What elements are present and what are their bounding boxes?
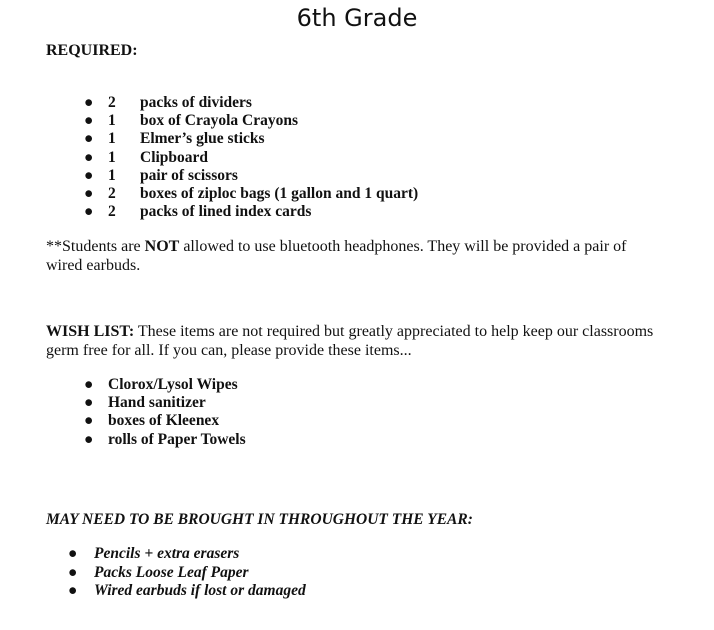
item-text: Wired earbuds if lost or damaged: [94, 582, 306, 599]
wish-list: [84, 376, 246, 449]
item-quantity: 1: [108, 130, 116, 148]
item-text: Clorox/Lysol Wipes: [108, 376, 238, 393]
may-need-heading: MAY NEED TO BE BROUGHT IN THROUGHOUT THE YEAR:: [46, 511, 473, 528]
note-rest: allowed to use bluetooth headphones. They will be provided a pair of wired earbuds.: [46, 238, 627, 274]
list-item: [68, 545, 306, 564]
note-emphasis: NOT: [144, 238, 180, 255]
list-item: [84, 412, 246, 430]
item-text: box of Crayola Crayons: [140, 112, 299, 130]
list-item: [84, 376, 246, 394]
item-text: packs of lined index cards: [140, 203, 312, 221]
item-quantity: 2: [108, 94, 116, 111]
bullet-icon: ●: [84, 130, 94, 148]
list-item: [84, 203, 418, 221]
bullet-icon: ●: [84, 412, 94, 430]
bullet-icon: ●: [68, 563, 78, 581]
item-text: boxes of ziploc bags (1 gallon and 1 quart): [140, 184, 419, 202]
bullet-icon: ●: [84, 376, 94, 393]
bullet-icon: ●: [84, 166, 94, 184]
list-item: [84, 112, 418, 130]
list-item: [84, 130, 418, 148]
list-item: [84, 167, 418, 185]
list-item: [68, 582, 306, 601]
bullet-icon: ●: [68, 545, 78, 562]
list-item: [84, 185, 418, 203]
item-text: Elmer’s glue sticks: [140, 130, 265, 148]
list-item: [84, 149, 418, 167]
may-need-list: [68, 545, 306, 601]
bullet-icon: ●: [84, 184, 94, 202]
note-prefix: **Students are: [46, 238, 145, 255]
item-quantity: 1: [108, 148, 116, 166]
list-item: [84, 431, 246, 449]
item-quantity: 1: [108, 166, 116, 184]
item-text: rolls of Paper Towels: [108, 430, 246, 448]
list-item: [84, 394, 246, 412]
item-text: Clipboard: [140, 148, 209, 166]
headphones-note: [46, 238, 666, 275]
item-text: Pencils + extra erasers: [94, 545, 240, 562]
required-list: [84, 94, 418, 221]
bullet-icon: ●: [84, 430, 94, 448]
bullet-icon: ●: [84, 94, 94, 111]
item-text: packs of dividers: [140, 94, 252, 111]
required-heading: REQUIRED:: [46, 42, 138, 59]
wish-list-text: These items are not required but greatly appreciated to help keep our classrooms germ free for all. If you can, please provide these items...: [46, 323, 654, 359]
item-quantity: 1: [108, 112, 116, 130]
item-text: boxes of Kleenex: [108, 412, 220, 430]
bullet-icon: ●: [84, 394, 94, 412]
bullet-icon: ●: [84, 203, 94, 221]
page-title: 6th Grade: [296, 4, 418, 32]
list-item: [84, 94, 418, 112]
wish-list-label: WISH LIST:: [46, 323, 135, 340]
item-text: Packs Loose Leaf Paper: [94, 563, 249, 581]
item-quantity: 2: [108, 184, 116, 202]
bullet-icon: ●: [84, 112, 94, 130]
bullet-icon: ●: [68, 582, 78, 599]
bullet-icon: ●: [84, 148, 94, 166]
list-item: [68, 564, 306, 583]
wish-list-intro: [46, 323, 666, 360]
item-text: Hand sanitizer: [108, 394, 206, 412]
item-quantity: 2: [108, 203, 116, 221]
item-text: pair of scissors: [140, 166, 238, 184]
